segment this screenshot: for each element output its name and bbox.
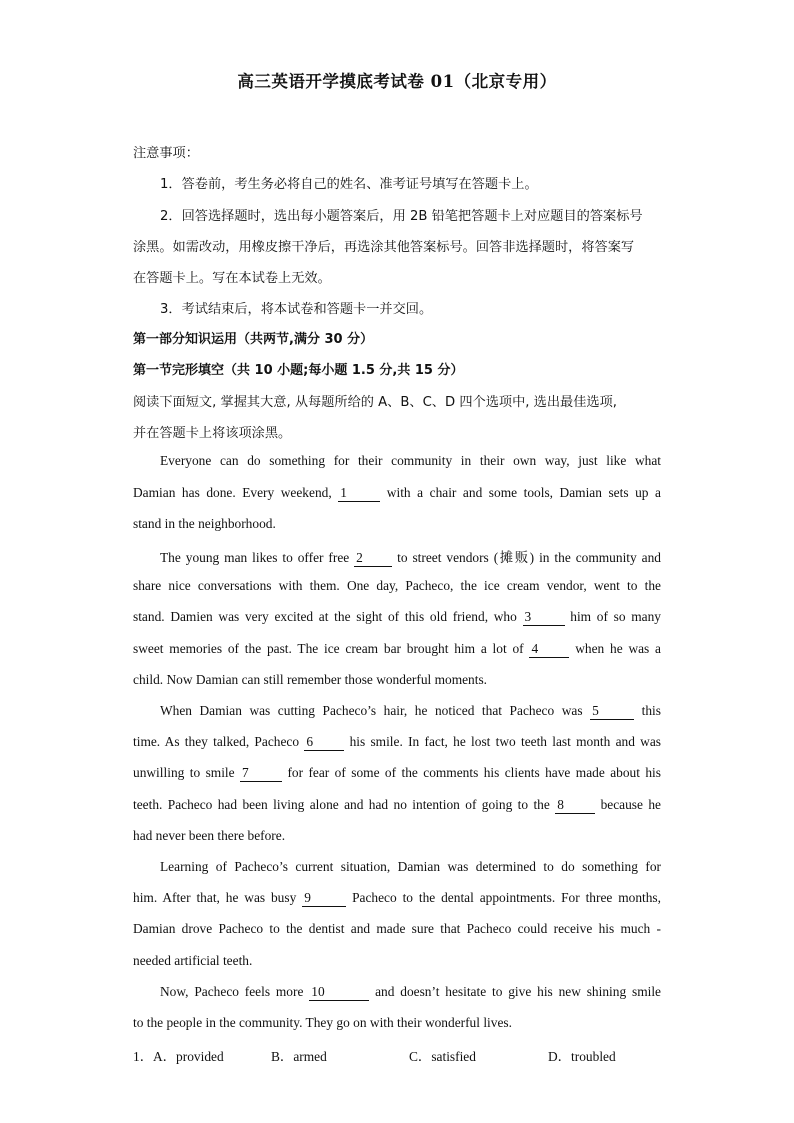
page-title: 高三英语开学摸底考试卷 01（北京专用）	[237, 72, 557, 91]
passage-text: teeth. Pacheco had been living alone and had no intention of going to the	[133, 797, 550, 812]
passage-line: share nice conversations with them. One day, Pacheco, the ice cream vendor, went to the	[133, 578, 661, 593]
passage-text: The young man likes to offer free	[160, 550, 350, 565]
passage-text: unwilling to smile	[133, 765, 235, 780]
notice-item-1: 1．答卷前，考生务必将自己的姓名、准考证号填写在答题卡上。	[160, 177, 538, 192]
passage-line: had never been there before.	[133, 828, 286, 843]
passage-line	[133, 485, 661, 502]
section1-heading: 第一节完形填空（共 10 小题;每小题 1.5 分,共 15 分）	[133, 363, 464, 378]
blank-1: 1	[338, 486, 380, 502]
blank-7: 7	[240, 766, 282, 782]
passage-text: Now, Pacheco feels more	[160, 984, 304, 999]
part1-heading: 第一部分知识运用（共两节,满分 30 分）	[133, 332, 374, 347]
passage-text: when he was a	[575, 641, 661, 656]
notice-item-3: 3．考试结束后，将本试卷和答题卡一并交回。	[160, 302, 433, 317]
passage-text: for fear of some of the comments his clients have made about his	[287, 765, 661, 780]
blank-10: 10	[309, 985, 369, 1001]
passage-text: When Damian was cutting Pacheco’s hair, he noticed that Pacheco was	[160, 703, 583, 718]
passage-line	[160, 984, 661, 1001]
passage-line: child. Now Damian can still remember those wonderful moments.	[133, 672, 488, 687]
passage-text: Pacheco to the dental appointments. For three months,	[352, 890, 661, 905]
passage-text: Damian has done. Every weekend,	[133, 485, 332, 500]
passage-line: needed artificial teeth.	[133, 953, 253, 968]
instruction-line-2: 并在答题卡上将该项涂黑。	[133, 426, 292, 441]
blank-2: 2	[354, 551, 392, 567]
blank-9: 9	[302, 891, 346, 907]
passage-text: his smile. In fact, he lost two teeth last month and was	[349, 734, 661, 749]
blank-6: 6	[304, 735, 344, 751]
passage-text: because he	[600, 797, 661, 812]
passage-line	[133, 890, 661, 907]
passage-text: stand. Damien was very excited at the sight of this old friend, who	[133, 609, 517, 624]
passage-text: time. As they talked, Pacheco	[133, 734, 300, 749]
passage-line	[133, 641, 661, 658]
notice-item-2-line-3: 在答题卡上。写在本试卷上无效。	[133, 271, 331, 286]
passage-text: to street vendors (摊贩) in the community and	[397, 550, 661, 565]
option-d[interactable]: D．troubled	[548, 1049, 616, 1064]
option-b[interactable]: B．armed	[271, 1049, 327, 1064]
instruction-line-1: 阅读下面短文, 掌握其大意, 从每题所给的 A、B、C、D 四个选项中, 选出最佳选项,	[133, 395, 617, 410]
passage-line	[133, 734, 661, 751]
notice-heading: 注意事项：	[133, 146, 199, 161]
notice-item-2-line-1: 2．回答选择题时，选出每小题答案后，用 2B 铅笔把答题卡上对应题目的答案标号	[160, 209, 643, 224]
option-a[interactable]: A．provided	[153, 1049, 224, 1064]
passage-line	[133, 765, 661, 782]
passage-line: stand in the neighborhood.	[133, 516, 276, 531]
question-number: 1．	[133, 1049, 154, 1064]
passage-text: this	[641, 703, 661, 718]
passage-line: Learning of Pacheco’s current situation, Damian was determined to do something for	[160, 859, 661, 874]
passage-line: Damian drove Pacheco to the dentist and made sure that Pacheco could receive his much -	[133, 921, 661, 936]
passage-line	[160, 703, 661, 720]
blank-5: 5	[590, 704, 634, 720]
passage-text: sweet memories of the past. The ice cream bar brought him a lot of	[133, 641, 524, 656]
passage-line	[133, 797, 661, 814]
passage-line	[160, 547, 661, 567]
blank-3: 3	[523, 610, 565, 626]
question-1-options	[133, 1046, 661, 1064]
passage-line: Everyone can do something for their community in their own way, just like what	[160, 453, 661, 468]
passage-text: and doesn’t hesitate to give his new shining smile	[375, 984, 661, 999]
option-c[interactable]: C．satisfied	[409, 1049, 476, 1064]
passage-line	[133, 609, 661, 626]
passage-text: him. After that, he was busy	[133, 890, 297, 905]
blank-8: 8	[555, 798, 595, 814]
passage-text: him of so many	[570, 609, 662, 624]
notice-item-2-line-2: 涂黑。如需改动，用橡皮擦干净后，再选涂其他答案标号。回答非选择题时，将答案写	[133, 240, 635, 255]
blank-4: 4	[529, 642, 569, 658]
passage-line: to the people in the community. They go on with their wonderful lives.	[133, 1015, 512, 1030]
passage-text: with a chair and some tools, Damian sets up a	[386, 485, 661, 500]
